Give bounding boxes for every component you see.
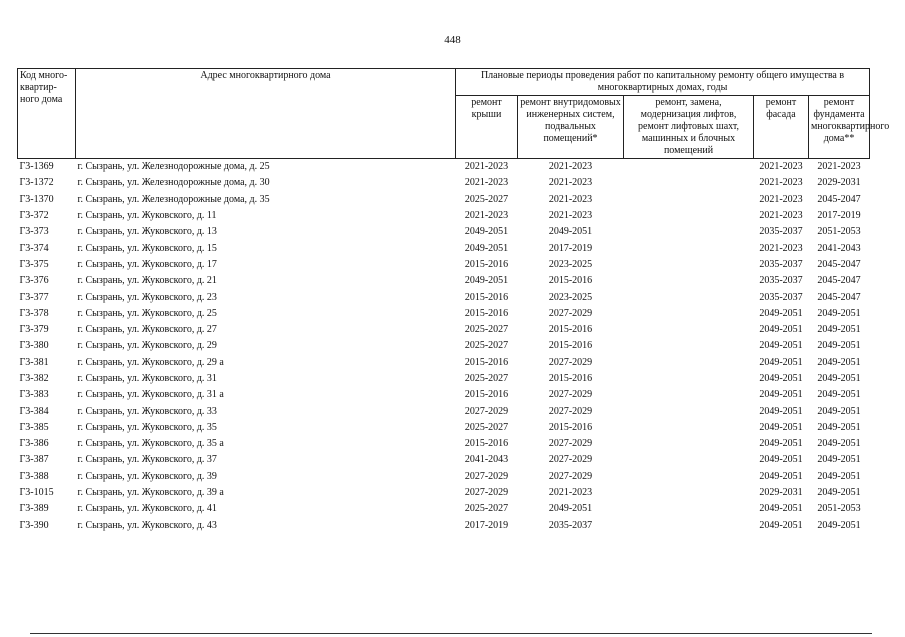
cell-code: Г3-373 xyxy=(19,226,49,238)
cell-address: г. Сызрань, ул. Железнодорожные дома, д. 30 xyxy=(77,177,270,189)
table-row xyxy=(18,371,870,387)
cell-foundation: 2049-2051 xyxy=(817,519,861,531)
cell-roof: 2049-2051 xyxy=(464,275,509,287)
table-row xyxy=(18,240,870,256)
cell-code: Г3-1015 xyxy=(19,487,54,499)
cell-roof: 2015-2016 xyxy=(464,356,509,368)
cell-roof: 2027-2029 xyxy=(464,470,509,482)
cell-facade: 2049-2051 xyxy=(759,356,803,368)
cell-address: г. Сызрань, ул. Жуковского, д. 35 а xyxy=(77,438,224,450)
cell-elevators xyxy=(624,387,754,403)
cell-elevators xyxy=(624,403,754,419)
cell-code: Г3-383 xyxy=(19,389,49,401)
table-row xyxy=(18,192,870,208)
cell-elevators xyxy=(624,159,754,176)
cell-code: Г3-389 xyxy=(19,503,49,515)
cell-systems: 2017-2019 xyxy=(548,242,593,254)
cell-foundation: 2049-2051 xyxy=(817,405,861,417)
cell-code: Г3-374 xyxy=(19,242,49,254)
cell-roof: 2015-2016 xyxy=(464,438,509,450)
bottom-divider xyxy=(30,633,872,634)
cell-address: г. Сызрань, ул. Жуковского, д. 27 xyxy=(77,324,217,336)
cell-facade: 2021-2023 xyxy=(759,210,803,222)
cell-systems: 2021-2023 xyxy=(548,210,593,222)
cell-code: Г3-1372 xyxy=(19,177,54,189)
cell-foundation: 2045-2047 xyxy=(817,275,861,287)
cell-code: Г3-376 xyxy=(19,275,49,287)
cell-roof: 2027-2029 xyxy=(464,405,509,417)
cell-foundation: 2029-2031 xyxy=(817,177,861,189)
cell-roof: 2015-2016 xyxy=(464,258,509,270)
cell-systems: 2021-2023 xyxy=(548,193,593,205)
cell-systems: 2027-2029 xyxy=(548,405,593,417)
cell-code: Г3-372 xyxy=(19,210,49,222)
cell-elevators xyxy=(624,338,754,354)
cell-elevators xyxy=(624,501,754,517)
cell-facade: 2049-2051 xyxy=(759,454,803,466)
cell-systems: 2027-2029 xyxy=(548,389,593,401)
cell-code: Г3-377 xyxy=(19,291,49,303)
cell-roof: 2021-2023 xyxy=(464,161,509,173)
table-row xyxy=(18,257,870,273)
cell-elevators xyxy=(624,355,754,371)
cell-foundation: 2045-2047 xyxy=(817,193,861,205)
cell-foundation: 2051-2053 xyxy=(817,226,861,238)
table-row xyxy=(18,387,870,403)
cell-elevators xyxy=(624,192,754,208)
cell-roof: 2025-2027 xyxy=(464,193,509,205)
cell-systems: 2049-2051 xyxy=(548,226,593,238)
cell-elevators xyxy=(624,518,754,534)
cell-roof: 2025-2027 xyxy=(464,421,509,433)
cell-facade: 2021-2023 xyxy=(759,193,803,205)
cell-code: Г3-380 xyxy=(19,340,49,352)
cell-roof: 2021-2023 xyxy=(464,177,509,189)
cell-systems: 2027-2029 xyxy=(548,307,593,319)
cell-systems: 2049-2051 xyxy=(548,503,593,515)
cell-roof: 2025-2027 xyxy=(464,340,509,352)
header-roof: ремонт крыши xyxy=(456,96,518,159)
header-facade: ремонт фасада xyxy=(754,96,809,159)
cell-facade: 2035-2037 xyxy=(759,226,803,238)
cell-foundation: 2049-2051 xyxy=(817,373,861,384)
table-row xyxy=(18,306,870,322)
cell-roof: 2015-2016 xyxy=(464,389,509,401)
cell-code: Г3-382 xyxy=(19,373,49,384)
cell-address: г. Сызрань, ул. Жуковского, д. 13 xyxy=(77,226,217,238)
cell-facade: 2049-2051 xyxy=(759,470,803,482)
cell-facade: 2021-2023 xyxy=(759,242,803,254)
cell-elevators xyxy=(624,289,754,305)
cell-foundation: 2045-2047 xyxy=(817,291,861,303)
cell-address: г. Сызрань, ул. Железнодорожные дома, д. 25 xyxy=(77,161,270,173)
table-row xyxy=(18,338,870,354)
cell-systems: 2035-2037 xyxy=(548,519,593,531)
cell-roof: 2025-2027 xyxy=(464,373,509,384)
cell-foundation: 2049-2051 xyxy=(817,389,861,401)
cell-facade: 2049-2051 xyxy=(759,421,803,433)
cell-elevators xyxy=(624,469,754,485)
cell-address: г. Сызрань, ул. Жуковского, д. 35 xyxy=(77,421,217,433)
cell-facade: 2049-2051 xyxy=(759,389,803,401)
header-code: Код много-квартир-ного дома xyxy=(18,69,76,159)
table-row xyxy=(18,289,870,305)
header-address: Адрес многоквартирного дома xyxy=(76,69,456,159)
page-number: 448 xyxy=(444,34,461,46)
header-systems: ремонт внутридомовых инженерных систем, подвальных помещений* xyxy=(518,96,624,159)
cell-systems: 2015-2016 xyxy=(548,373,593,384)
table-row xyxy=(18,452,870,468)
cell-foundation: 2049-2051 xyxy=(817,438,861,450)
cell-elevators xyxy=(624,208,754,224)
table-row xyxy=(18,355,870,371)
table-row xyxy=(18,175,870,191)
cell-foundation: 2049-2051 xyxy=(817,307,861,319)
cell-foundation: 2017-2019 xyxy=(817,210,861,222)
cell-systems: 2027-2029 xyxy=(548,438,593,450)
cell-facade: 2021-2023 xyxy=(759,177,803,189)
cell-systems: 2015-2016 xyxy=(548,421,593,433)
cell-elevators xyxy=(624,485,754,501)
cell-code: Г3-385 xyxy=(19,421,49,433)
cell-address: г. Сызрань, ул. Жуковского, д. 31 а xyxy=(77,389,224,401)
cell-foundation: 2045-2047 xyxy=(817,258,861,270)
cell-address: г. Сызрань, ул. Жуковского, д. 37 xyxy=(77,454,217,466)
cell-facade: 2049-2051 xyxy=(759,307,803,319)
cell-systems: 2023-2025 xyxy=(548,258,593,270)
table-row xyxy=(18,403,870,419)
cell-roof: 2015-2016 xyxy=(464,291,509,303)
cell-address: г. Сызрань, ул. Жуковского, д. 43 xyxy=(77,519,217,531)
cell-facade: 2021-2023 xyxy=(759,161,803,173)
cell-elevators xyxy=(624,306,754,322)
cell-code: Г3-1370 xyxy=(19,193,54,205)
cell-systems: 2027-2029 xyxy=(548,470,593,482)
cell-code: Г3-379 xyxy=(19,324,49,336)
cell-systems: 2015-2016 xyxy=(548,324,593,336)
table-row xyxy=(18,436,870,452)
table-row xyxy=(18,159,870,176)
table-row xyxy=(18,485,870,501)
cell-facade: 2035-2037 xyxy=(759,291,803,303)
cell-address: г. Сызрань, ул. Жуковского, д. 29 а xyxy=(77,356,224,368)
cell-roof: 2041-2043 xyxy=(464,454,509,466)
cell-address: г. Сызрань, ул. Жуковского, д. 39 xyxy=(77,470,217,482)
cell-foundation: 2051-2053 xyxy=(817,503,861,515)
cell-code: Г3-375 xyxy=(19,258,49,270)
cell-code: Г3-378 xyxy=(19,307,49,319)
cell-foundation: 2049-2051 xyxy=(817,421,861,433)
cell-facade: 2049-2051 xyxy=(759,405,803,417)
cell-foundation: 2021-2023 xyxy=(817,161,861,173)
cell-address: г. Сызрань, ул. Жуковского, д. 15 xyxy=(77,242,217,254)
cell-roof: 2017-2019 xyxy=(464,519,509,531)
cell-systems: 2023-2025 xyxy=(548,291,593,303)
cell-address: г. Сызрань, ул. Жуковского, д. 25 xyxy=(77,307,217,319)
cell-elevators xyxy=(624,273,754,289)
cell-code: Г3-387 xyxy=(19,454,49,466)
cell-elevators xyxy=(624,240,754,256)
cell-systems: 2021-2023 xyxy=(548,161,593,173)
header-elevators: ремонт, замена, модернизация лифтов, ремонт лифтовых шахт, машинных и блочных помещений xyxy=(624,96,754,159)
cell-address: г. Сызрань, ул. Железнодорожные дома, д. 35 xyxy=(77,193,270,205)
cell-roof: 2021-2023 xyxy=(464,210,509,222)
cell-facade: 2049-2051 xyxy=(759,503,803,515)
cell-address: г. Сызрань, ул. Жуковского, д. 39 а xyxy=(77,487,224,499)
cell-facade: 2035-2037 xyxy=(759,258,803,270)
cell-elevators xyxy=(624,257,754,273)
cell-address: г. Сызрань, ул. Жуковского, д. 17 xyxy=(77,258,217,270)
cell-systems: 2021-2023 xyxy=(548,177,593,189)
header-planned-periods: Плановые периоды проведения работ по капитальному ремонту общего имущества в многоквартирных домах, годы xyxy=(456,69,870,96)
cell-address: г. Сызрань, ул. Жуковского, д. 21 xyxy=(77,275,217,287)
cell-foundation: 2049-2051 xyxy=(817,454,861,466)
table-row xyxy=(18,273,870,289)
cell-systems: 2021-2023 xyxy=(548,487,593,499)
table-row xyxy=(18,518,870,534)
table-row xyxy=(18,420,870,436)
cell-foundation: 2041-2043 xyxy=(817,242,861,254)
cell-facade: 2049-2051 xyxy=(759,324,803,336)
cell-foundation: 2049-2051 xyxy=(817,356,861,368)
repair-plan-table xyxy=(17,68,890,534)
cell-address: г. Сызрань, ул. Жуковского, д. 29 xyxy=(77,340,217,352)
cell-elevators xyxy=(624,371,754,387)
cell-roof: 2025-2027 xyxy=(464,324,509,336)
table-row xyxy=(18,469,870,485)
cell-address: г. Сызрань, ул. Жуковского, д. 41 xyxy=(77,503,217,515)
table-row xyxy=(18,322,870,338)
cell-roof: 2049-2051 xyxy=(464,226,509,238)
cell-code: Г3-1369 xyxy=(19,161,54,173)
cell-elevators xyxy=(624,175,754,191)
cell-foundation: 2049-2051 xyxy=(817,470,861,482)
cell-address: г. Сызрань, ул. Жуковского, д. 23 xyxy=(77,291,217,303)
cell-code: Г3-386 xyxy=(19,438,49,450)
cell-facade: 2035-2037 xyxy=(759,275,803,287)
table-row xyxy=(18,501,870,517)
cell-systems: 2015-2016 xyxy=(548,275,593,287)
cell-facade: 2029-2031 xyxy=(759,487,803,499)
cell-facade: 2049-2051 xyxy=(759,340,803,352)
cell-address: г. Сызрань, ул. Жуковского, д. 31 xyxy=(77,373,217,384)
cell-systems: 2027-2029 xyxy=(548,454,593,466)
cell-systems: 2027-2029 xyxy=(548,356,593,368)
header-foundation: ремонт фундамента многоквартирного дома** xyxy=(809,96,870,159)
cell-facade: 2049-2051 xyxy=(759,519,803,531)
table-row xyxy=(18,208,870,224)
cell-elevators xyxy=(624,452,754,468)
cell-foundation: 2049-2051 xyxy=(817,324,861,336)
cell-elevators xyxy=(624,436,754,452)
cell-foundation: 2049-2051 xyxy=(817,340,861,352)
cell-roof: 2049-2051 xyxy=(464,242,509,254)
cell-address: г. Сызрань, ул. Жуковского, д. 33 xyxy=(77,405,217,417)
table-body xyxy=(18,159,870,534)
cell-foundation: 2049-2051 xyxy=(817,487,861,499)
cell-systems: 2015-2016 xyxy=(548,340,593,352)
cell-roof: 2015-2016 xyxy=(464,307,509,319)
cell-elevators xyxy=(624,322,754,338)
cell-roof: 2025-2027 xyxy=(464,503,509,515)
cell-address: г. Сызрань, ул. Жуковского, д. 11 xyxy=(77,210,217,222)
cell-code: Г3-388 xyxy=(19,470,49,482)
cell-elevators xyxy=(624,224,754,240)
cell-code: Г3-384 xyxy=(19,405,49,417)
cell-facade: 2049-2051 xyxy=(759,373,803,384)
cell-code: Г3-390 xyxy=(19,519,49,531)
cell-code: Г3-381 xyxy=(19,356,49,368)
table-row xyxy=(18,224,870,240)
cell-facade: 2049-2051 xyxy=(759,438,803,450)
cell-elevators xyxy=(624,420,754,436)
cell-roof: 2027-2029 xyxy=(464,487,509,499)
